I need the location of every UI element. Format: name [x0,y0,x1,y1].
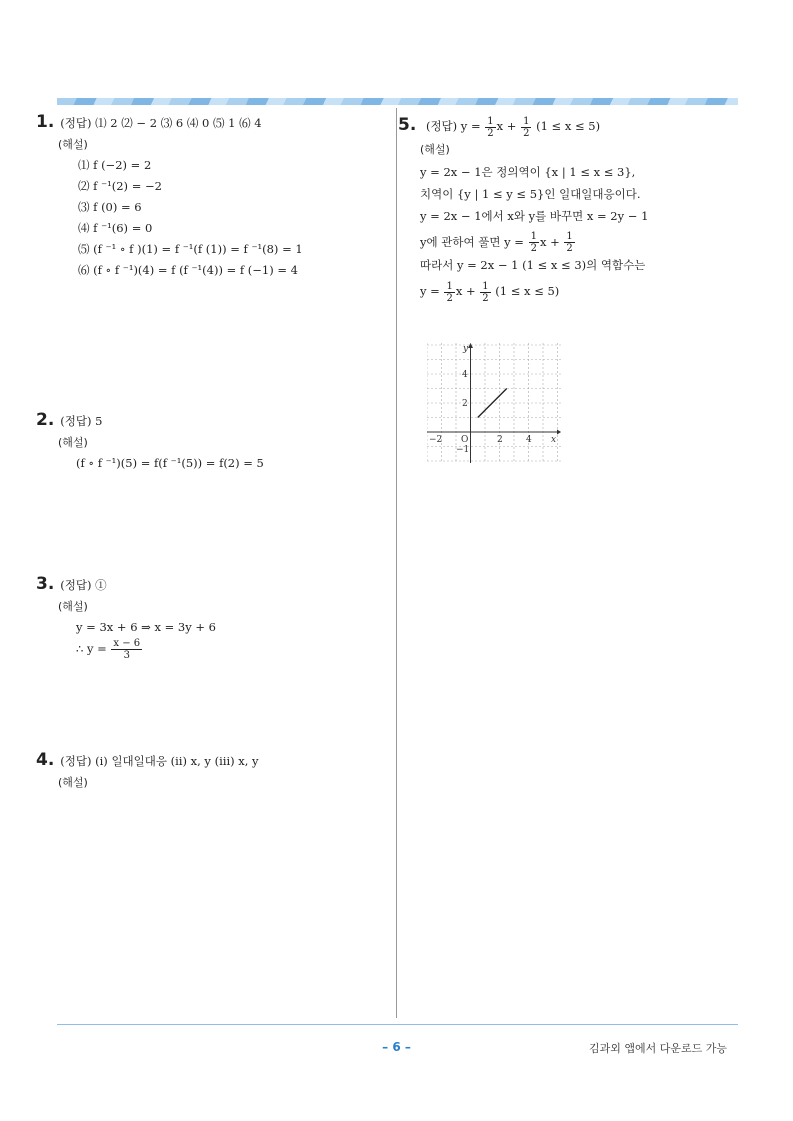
question-5 [398,114,728,304]
answer-prefix: (정답) y = [425,119,481,133]
question-3 [36,574,386,661]
explanation-line: ⑶ f (0) = 6 [78,200,142,214]
origin-label: O [461,435,469,445]
question-1 [36,112,386,281]
explanation-line: 치역이 {y | 1 ≤ y ≤ 5}인 일대일대응이다. [420,186,641,201]
result-prefix: y = [420,284,440,298]
y-tick-label: 2 [462,399,468,409]
answer-text: (정답) (ⅰ) 일대일대응 (ⅱ) x, y (ⅲ) x, y [60,754,259,768]
fraction-denominator: 2 [487,127,494,139]
question-4 [36,750,386,793]
y-axis-arrow [468,343,473,348]
x-axis-label: x [551,435,557,445]
domain-text: (1 ≤ x ≤ 5) [536,119,601,133]
question-number: 3. [36,574,55,594]
solve-prefix: y에 관하여 풀면 y = [420,234,524,249]
explanation-label: (해설) [58,138,88,151]
explanation-line: (f ∘ f ⁻¹)(5) = f(f ⁻¹(5)) = f(2) = 5 [76,456,264,470]
fraction [564,231,574,254]
x-plus: x + [455,284,476,298]
fraction-numerator: 1 [446,280,453,292]
y-tick-label: −1 [456,445,470,455]
fraction [480,281,490,304]
graph-grid [427,343,561,463]
y-axis-label: y [463,344,469,354]
footer-line [57,1024,738,1025]
question-number: 4. [36,750,55,770]
explanation-label: (해설) [58,776,88,789]
fraction [111,638,142,661]
header-stripe [57,98,738,105]
fraction-numerator: 1 [487,115,494,127]
x-plus: x + [496,119,517,133]
fraction [485,116,495,139]
therefore-text: ∴ y = [76,641,107,656]
answer-text: (정답) ⑴ 2 ⑵ − 2 ⑶ 6 ⑷ 0 ⑸ 1 ⑹ 4 [60,116,262,130]
domain-text: (1 ≤ x ≤ 5) [495,284,560,298]
x-tick-label: 2 [497,435,503,445]
x-tick-label: 4 [526,435,532,445]
fraction-denominator: 2 [446,292,453,304]
inverse-function-graph [427,343,561,463]
fraction-denominator: 2 [530,243,537,254]
column-divider [396,108,397,1018]
explanation-line: y = 3x + 6 ⇒ x = 3y + 6 [76,620,216,634]
x-plus: x + [539,234,560,249]
question-2 [36,410,386,474]
question-number: 2. [36,410,55,430]
fraction [444,281,454,304]
footer-note: 김과외 앱에서 다운로드 가능 [588,1042,727,1055]
fraction-numerator: 1 [482,280,489,292]
page-number: – 6 – [382,1040,411,1054]
explanation-line [398,231,728,255]
fraction-denominator: 2 [482,292,489,304]
question-number: 5. [398,115,417,135]
fraction-denominator: 3 [123,650,130,661]
fraction-numerator: 1 [523,115,530,127]
question-number: 1. [36,112,55,132]
answer-text: (정답) 5 [60,414,103,428]
explanation-line: ⑸ (f ⁻¹ ∘ f )(1) = f ⁻¹(f (1)) = f ⁻¹(8) = 1 [78,242,303,256]
fraction-numerator: 1 [566,231,573,242]
explanation-line: y = 2x − 1에서 x와 y를 바꾸면 x = 2y − 1 [420,208,649,223]
explanation-label: (해설) [58,600,88,613]
explanation-line: ⑵ f ⁻¹(2) = −2 [78,179,162,193]
explanation-line: 따라서 y = 2x − 1 (1 ≤ x ≤ 3)의 역함수는 [420,258,646,272]
graph-segment [478,389,507,418]
y-tick-label: 4 [462,370,468,380]
x-tick-label: −2 [429,435,443,445]
explanation-label: (해설) [58,436,88,449]
explanation-label: (해설) [420,142,450,156]
fraction-denominator: 2 [566,243,573,254]
fraction [521,116,531,139]
x-axis-arrow [557,430,561,435]
fraction [529,231,539,254]
explanation-line: ⑹ (f ∘ f ⁻¹)(4) = f (f ⁻¹(4)) = f (−1) = 4 [78,263,298,277]
explanation-line: y = 2x − 1은 정의역이 {x | 1 ≤ x ≤ 3}, [420,164,636,179]
fraction-denominator: 2 [523,127,530,139]
explanation-line [398,280,728,304]
explanation-line [36,638,386,661]
explanation-line: ⑷ f ⁻¹(6) = 0 [78,221,153,235]
fraction-numerator: x − 6 [113,638,141,649]
explanation-line: ⑴ f (−2) = 2 [78,158,152,172]
fraction-numerator: 1 [530,231,537,242]
answer-text: (정답) ① [60,578,107,592]
